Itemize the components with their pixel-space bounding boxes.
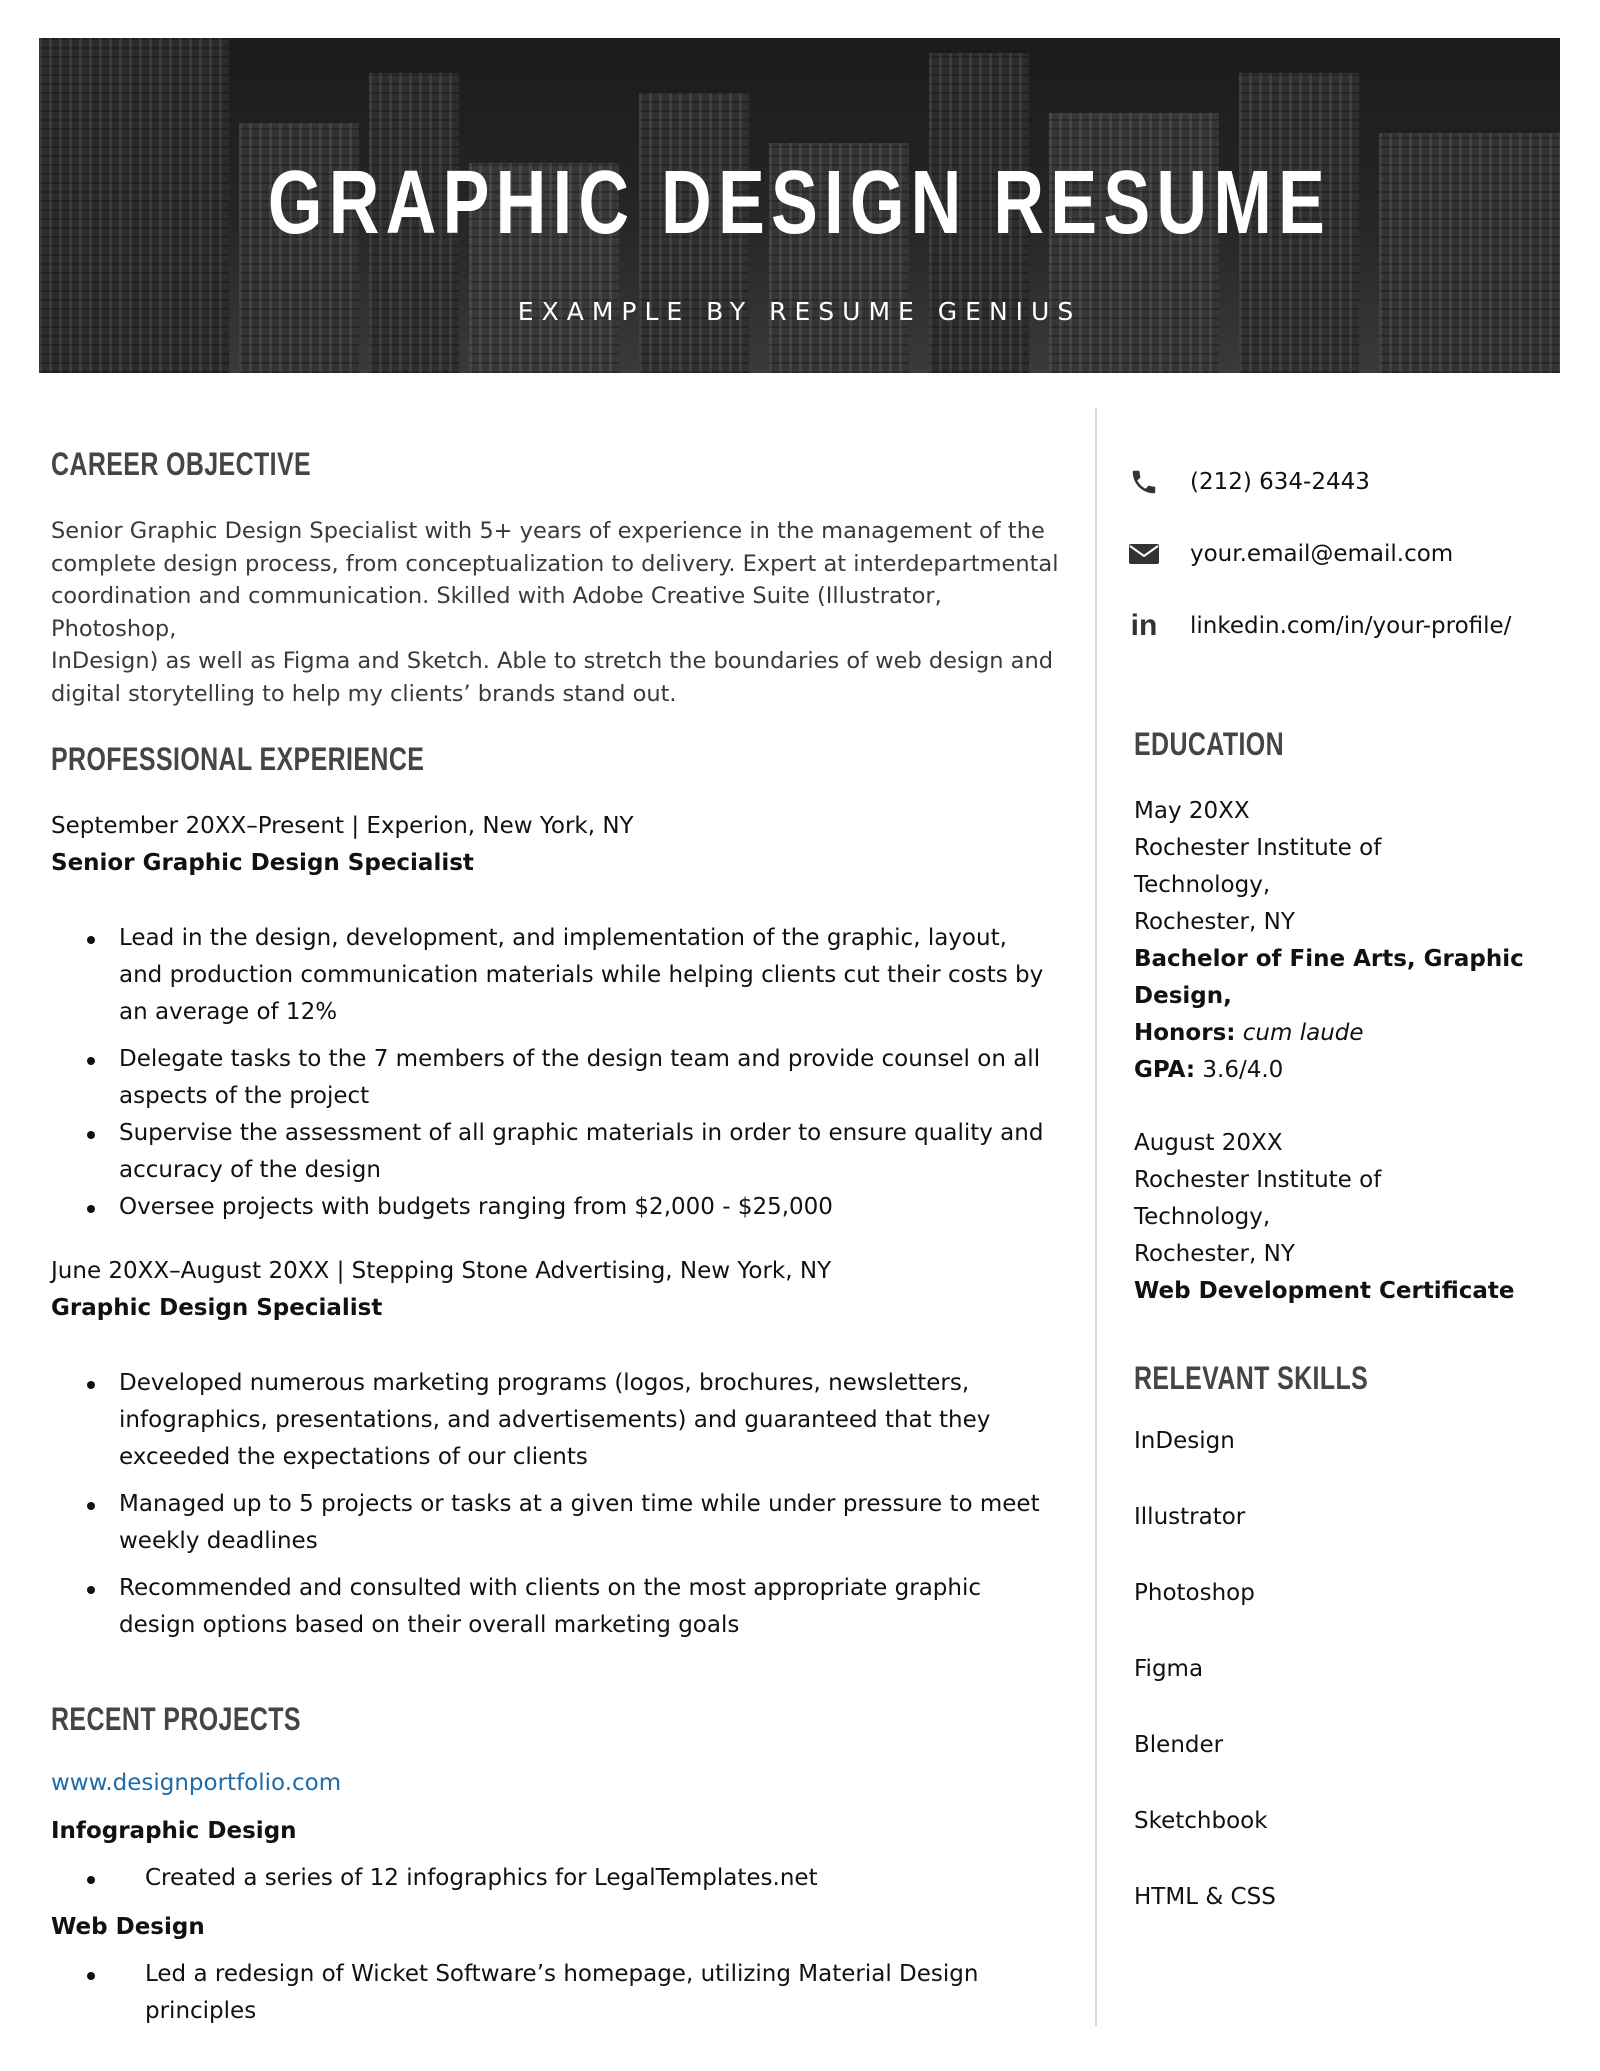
school-line: Technology, bbox=[1134, 872, 1271, 898]
education-entry bbox=[1134, 1125, 1554, 1310]
projects-heading: RECENT PROJECTS bbox=[51, 1701, 301, 1737]
job-bullets bbox=[51, 1365, 1081, 1644]
skill-item: Blender bbox=[1134, 1732, 1224, 1758]
phone-text[interactable]: (212) 634-2443 bbox=[1190, 469, 1370, 495]
degree-line: Bachelor of Fine Arts, Graphic bbox=[1134, 946, 1524, 972]
school-line: Technology, bbox=[1134, 1204, 1271, 1230]
linkedin-icon: in bbox=[1130, 609, 1158, 642]
school-line: Rochester Institute of bbox=[1134, 1167, 1382, 1193]
school-line: Rochester Institute of bbox=[1134, 835, 1382, 861]
career-objective-text bbox=[51, 515, 1071, 710]
degree-line: Design, bbox=[1134, 983, 1232, 1009]
school-line: Rochester, NY bbox=[1134, 909, 1295, 935]
career-objective-heading: CAREER OBJECTIVE bbox=[51, 446, 312, 482]
skill-item: Sketchbook bbox=[1134, 1808, 1268, 1834]
job-meta: September 20XX–Present | Experion, New York, NY bbox=[51, 813, 634, 839]
portfolio-link[interactable]: www.designportfolio.com bbox=[51, 1770, 342, 1796]
education-heading: EDUCATION bbox=[1134, 726, 1285, 762]
column-divider bbox=[1095, 408, 1097, 2026]
education-date: May 20XX bbox=[1134, 798, 1250, 824]
objective-line: Senior Graphic Design Specialist with 5+ years of experience in the management of the bbox=[51, 518, 1045, 544]
contact-linkedin bbox=[1128, 608, 1512, 644]
skill-item: Photoshop bbox=[1134, 1580, 1255, 1606]
objective-line: digital storytelling to help my clients’ brands stand out. bbox=[51, 680, 677, 707]
email-text[interactable]: your.email@email.com bbox=[1190, 541, 1454, 567]
skill-item: InDesign bbox=[1134, 1428, 1235, 1454]
resume-title: GRAPHIC DESIGN RESUME bbox=[267, 153, 1332, 253]
education-entry bbox=[1134, 793, 1554, 1089]
objective-line: coordination and communication. Skilled with Adobe Creative Suite (Illustrator, Photoshop, bbox=[51, 583, 942, 642]
list-item: Oversee projects with budgets ranging from $2,000 - $25,000 bbox=[51, 1189, 1081, 1226]
degree-line: Web Development Certificate bbox=[1134, 1278, 1515, 1304]
list-item: Managed up to 5 projects or tasks at a given time while under pressure to meet weekly deadlines bbox=[51, 1486, 1081, 1560]
skill-item: HTML & CSS bbox=[1134, 1884, 1276, 1910]
list-item: Led a redesign of Wicket Software’s homepage, utilizing Material Design principles bbox=[51, 1956, 1091, 2030]
list-item: Created a series of 12 infographics for LegalTemplates.net bbox=[51, 1860, 1091, 1897]
list-item: Developed numerous marketing programs (logos, brochures, newsletters, infographics, presentations, and advertisements) and guaranteed that they exceeded the expectations of our clients bbox=[51, 1365, 1081, 1476]
job-meta: June 20XX–August 20XX | Stepping Stone Advertising, New York, NY bbox=[51, 1258, 832, 1284]
envelope-icon bbox=[1128, 538, 1160, 570]
project-bullets bbox=[51, 1956, 1091, 2030]
job-bullets bbox=[51, 920, 1081, 1226]
experience-heading: PROFESSIONAL EXPERIENCE bbox=[51, 741, 425, 777]
job-title: Graphic Design Specialist bbox=[51, 1295, 383, 1321]
skill-item: Illustrator bbox=[1134, 1504, 1246, 1530]
list-item: Supervise the assessment of all graphic materials in order to ensure quality and accuracy of the design bbox=[51, 1115, 1081, 1189]
gpa-line: GPA: 3.6/4.0 bbox=[1134, 1057, 1284, 1083]
skills-heading: RELEVANT SKILLS bbox=[1134, 1360, 1369, 1396]
objective-line: complete design process, from conceptualization to delivery. Expert at interdepartmental bbox=[51, 550, 1059, 577]
job-title: Senior Graphic Design Specialist bbox=[51, 850, 474, 876]
project-bullets bbox=[51, 1860, 1091, 1897]
project-title: Infographic Design bbox=[51, 1818, 297, 1844]
project-title: Web Design bbox=[51, 1914, 205, 1940]
honors-line: Honors: cum laude bbox=[1134, 1020, 1364, 1046]
list-item: Delegate tasks to the 7 members of the design team and provide counsel on all aspects of the project bbox=[51, 1041, 1081, 1115]
header-banner bbox=[39, 38, 1560, 373]
list-item: Lead in the design, development, and implementation of the graphic, layout, and production communication materials while helping clients cut their costs by an average of 12% bbox=[51, 920, 1081, 1031]
resume-subtitle: EXAMPLE BY RESUME GENIUS bbox=[517, 297, 1082, 326]
objective-line: InDesign) as well as Figma and Sketch. Able to stretch the boundaries of web design and bbox=[51, 648, 1054, 674]
school-line: Rochester, NY bbox=[1134, 1241, 1295, 1267]
linkedin-text[interactable]: linkedin.com/in/your-profile/ bbox=[1190, 613, 1512, 639]
phone-icon bbox=[1128, 466, 1160, 498]
skill-item: Figma bbox=[1134, 1656, 1204, 1682]
contact-email bbox=[1128, 536, 1454, 572]
education-date: August 20XX bbox=[1134, 1130, 1283, 1156]
list-item: Recommended and consulted with clients on the most appropriate graphic design options based on their overall marketing goals bbox=[51, 1570, 1081, 1644]
contact-phone bbox=[1128, 464, 1370, 500]
